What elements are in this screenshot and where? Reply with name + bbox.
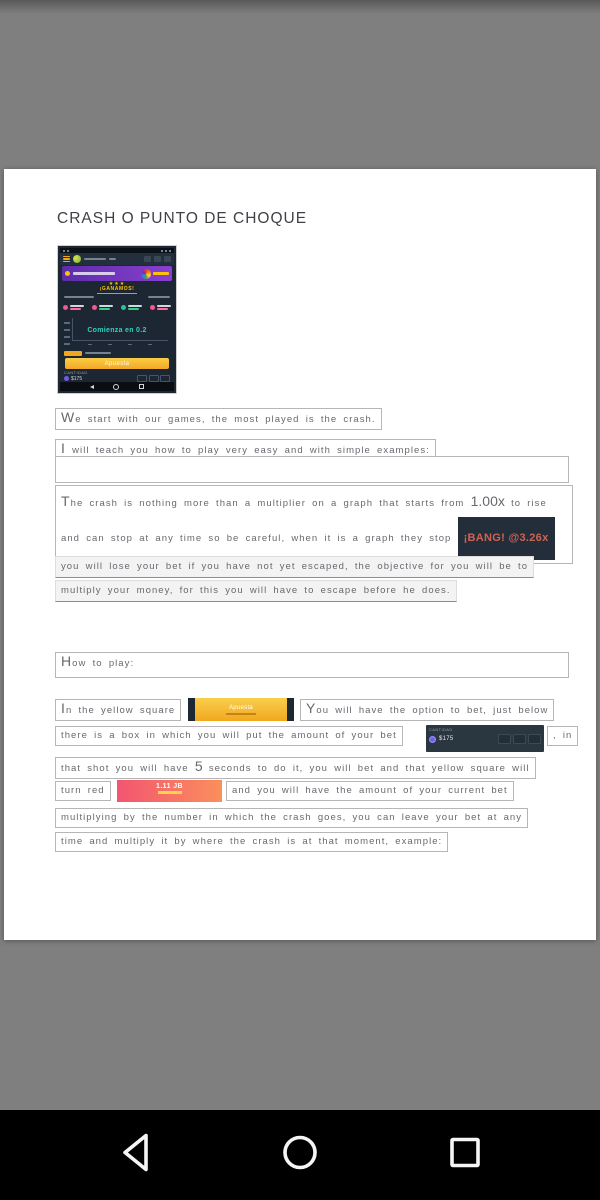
document-page [4,169,596,940]
max-button[interactable] [160,375,170,382]
menu-icon [63,256,70,263]
amount-section [60,370,174,382]
cantidad-box-image [426,725,544,752]
double-button[interactable] [149,375,159,382]
home-button[interactable] [281,1134,319,1177]
promo-banner [62,266,172,281]
win-banner-text: ¡GANAMOS! [99,286,135,292]
apuesta-label: Apuesta [228,704,254,711]
wifi-icon [161,250,163,252]
x-axis [72,340,168,341]
toolbar-icon [164,256,171,262]
player-avatar [92,305,97,310]
half-button [498,734,511,744]
stars-icon: ★★★ [108,281,126,287]
player-entry [150,305,171,310]
amount-value: $175 [71,375,83,382]
cantidad-label: CANTIDAD [429,727,453,732]
bang-crash-image: ¡BANG! @3.26x [458,517,555,560]
back-button[interactable] [117,1132,153,1179]
page-title: CRASH O PUNTO DE CHOQUE [57,210,308,227]
max-button [528,734,541,744]
toolbar-icon [144,256,151,262]
crash-app-screenshot [57,245,177,394]
amount-label: CANTIDAD [64,370,88,375]
paragraph-teach: I will teach you how to play very easy and with simple examples: [55,439,436,461]
paragraph-intro: We start with our games, the most played is the crash. [55,408,382,430]
recents-square-icon [448,1136,482,1170]
crash-app-screen [60,248,174,391]
android-navbar [0,1110,600,1200]
player-avatar [121,305,126,310]
paragraph-lose-line1: you will lose your bet if you have not yet escaped, the objective for you will be to [55,556,534,578]
app-logo [73,255,81,263]
p5-seg6: and you will have the amount of your current bet [226,781,514,801]
wallet-label-bar [84,258,106,261]
empty-text-box [55,456,569,483]
p5-line6: time and multiply it by where the crash is at that moment, example: [55,832,448,852]
seconds-number: 5 [194,758,203,774]
bet-button-row [60,357,174,370]
bet-button[interactable]: Apuesta [65,358,169,369]
status-dot [67,250,69,252]
player-entry [121,305,142,310]
escape-multiplier: 1.11 JB [156,783,183,790]
toolbar-icon [154,256,161,262]
banner-text-bar [73,272,115,275]
player-avatar [63,305,68,310]
info-text-bar [148,296,170,299]
manual-tab[interactable] [64,351,82,356]
thumb-android-nav [60,382,174,391]
apuesta-sublabel-bar [226,713,256,715]
signal-icon [165,250,167,252]
player-avatar [150,305,155,310]
info-text-bar [64,296,94,299]
currency-icon [429,736,436,743]
p5-line3: that shot you will have 5 seconds to do it, you will bet and that yellow square will [55,757,536,779]
home-icon [113,384,119,390]
win-banner [60,282,174,294]
half-button[interactable] [137,375,147,382]
escape-sublabel-bar [158,791,182,794]
home-circle-icon [281,1134,319,1172]
app-bar [60,253,174,265]
auto-tab-bar[interactable] [85,352,111,355]
players-row [60,300,174,314]
recents-icon [139,384,145,390]
player-entry [63,305,84,310]
p5-seg2: You will have the option to bet, just below [300,699,554,721]
coin-icon [65,271,70,276]
battery-icon [169,250,171,252]
p5-line5: multiplying by the number in which the crash goes, you can leave your bet at any [55,808,528,828]
status-dot [63,250,65,252]
back-triangle-icon [117,1132,153,1174]
crash-graph [60,314,174,349]
how-to-play-heading: How to play: [55,652,569,678]
double-button [513,734,526,744]
multiplier-start: 1.00x [470,493,505,509]
p5-seg4: , in [547,726,578,746]
escape-button-image [117,780,222,802]
cantidad-value: $175 [439,736,454,742]
player-entry [92,305,113,310]
p5-seg1: In the yellow square [55,699,181,721]
prize-wheel-icon [141,269,151,279]
recents-button[interactable] [448,1136,482,1175]
currency-icon [64,376,69,381]
bet-mode-tabs [60,349,174,357]
paragraph-lose-line2: multiply your money, for this you will have to escape before he does. [55,580,457,602]
apuesta-button-image [188,698,294,721]
paragraph-crash-explained: The crash is nothing more than a multiplier on a graph that starts from 1.00x to rise and can stop at any time so be careful, when it is a graph they stop ¡BANG! @3.26x [55,485,573,564]
countdown-text: Comienza en 0.2 [87,327,147,335]
banner-gold-bar [153,272,169,275]
dropdown-bar [109,258,116,261]
p5-seg5: turn red [55,781,111,801]
p5-seg3: there is a box in which you will put the amount of your bet [55,726,403,746]
back-icon [90,385,94,389]
